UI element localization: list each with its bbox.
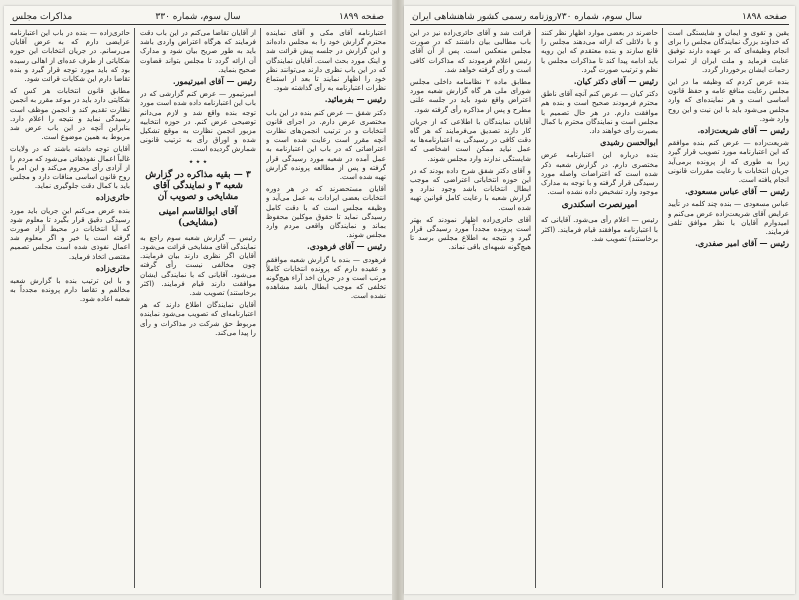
section-heading: امیرنصرت اسکندری bbox=[561, 200, 638, 211]
page-gutter bbox=[392, 0, 404, 600]
speaker-line: رئیس — بفرمائید. bbox=[324, 94, 386, 105]
paragraph: یقین و تقوی و ایمان و شایستگی است که خداوند بزرگ نمایندگان مجلس را برای انجام وظیفه‌ای که بر عهده دارند توفیق عنایت فرماید و ملت ایران از ثمرات زحمات ایشان برخوردار گردد. bbox=[668, 28, 789, 74]
right-column-3 bbox=[410, 28, 531, 588]
left-column-1 bbox=[266, 28, 386, 588]
column-rule bbox=[260, 28, 261, 588]
right-page-number: صفحه ١٨٩٨ bbox=[741, 12, 787, 22]
speaker-line: حائری‌زاده bbox=[95, 262, 130, 273]
left-page-number: صفحه ١٨٩٩ bbox=[338, 12, 384, 22]
paragraph: آقایان توجه داشته باشند که در ولایات غالباً اعمال نفوذهائی می‌شود که مردم را از آزادی رأی محروم می‌کند و این امر با روح قانون اساسی منافات دارد و مجلس باید با کمال دقت جلوگیری نماید. bbox=[10, 144, 130, 191]
section-heading: آقای ابوالقاسم امینی (مشایخی) bbox=[158, 206, 238, 228]
speaker-line: ابوالحسن رشیدی bbox=[600, 137, 658, 148]
speaker-line: حائری‌زاده bbox=[95, 192, 130, 203]
left-column-3 bbox=[10, 28, 130, 588]
left-page-columns bbox=[10, 28, 386, 588]
right-page bbox=[404, 6, 795, 594]
paragraph: دکتر کیان — عرض کنم آنچه آقای ناطق محترم فرمودند صحیح است و بنده هم موافقت دارم. در هر حال تصمیم با مجلس است و نمایندگان محترم با کمال بصیرت رأی خواهند داد. bbox=[541, 89, 658, 136]
paragraph: و آقای دکتر شفق شرح داده بودند که در این حوزه انتخاباتی اعتراضی که موجب ابطال انتخابات باشد وجود ندارد و گزارش شعبه با رعایت کامل قوانین تهیه شده است. bbox=[410, 165, 531, 212]
speaker-line: رئیس — آقای دکتر کیان. bbox=[573, 76, 658, 87]
paragraph: از آقایان تقاضا می‌کنم در این باب دقت فرمایند که هرگاه اعتراض واردی باشد باید به طور صریح بیان شود و مدارک آن ارائه گردد تا مجلس بتواند قضاوت صحیح بنماید. bbox=[140, 28, 256, 74]
column-rule bbox=[535, 28, 536, 588]
paragraph: آقایان نمایندگان با اطلاعی که از جریان کار دارند تصدیق می‌فرمایند که هر گاه دقت کافی در رسیدگی به اعتبارنامه‌ها به عمل نیاید ممکن است اشخاصی که شایستگی ندارند وارد مجلس شوند. bbox=[410, 116, 531, 163]
paragraph: مطابق ماده ٢ نظامنامه داخلی مجلس شورای ملی هر گاه گزارش شعبه مورد اعتراض واقع شود باید در جلسه علنی مطرح و پس از مذاکره رأی گرفته شود. bbox=[410, 77, 531, 114]
paragraph: امیرتیمور — عرض کنم گزارشی که در باب این اعتبارنامه داده شده است مورد توجه بنده واقع شد و لازم می‌دانم توضیحی عرض کنم. در حوزه انتخابیه مزبور انجمن نظارت به موقع تشکیل شده و اوراق رأی به ترتیب قانونی شمارش گردیده است. bbox=[140, 89, 256, 154]
speaker-line: رئیس — آقای امیرتیمور. bbox=[172, 76, 256, 87]
right-page-columns bbox=[410, 28, 789, 588]
paragraph: آقای حائری‌زاده اظهار نمودند که بهتر است پرونده مجدداً مورد رسیدگی قرار گیرد و نتیجه به اطلاع مجلس برسد تا هیچ‌گونه شبهه‌ای باقی نماند. bbox=[410, 214, 531, 252]
paragraph: حاضرند در بعضی موارد اظهار نظر کنند و با دلائلی که ارائه می‌دهند مجلس را قانع سازند و بنده معتقدم که این رویه باید ادامه پیدا کند تا مذاکرات مجلس با نظم و ترتیب صورت گیرد. bbox=[541, 28, 658, 74]
paragraph: بنده عرض می‌کنم این جریان باید مورد رسیدگی دقیق قرار بگیرد تا معلوم شود که آیا انتخابات در محیط آزاد صورت گرفته است یا خیر و اگر معلوم شد اعمال نفوذی شده است مجلس تصمیم مقتضی اتخاذ فرماید. bbox=[10, 205, 130, 261]
speaker-line: رئیس — آقای امیر صفدری. bbox=[695, 238, 789, 249]
paragraph: رئیس — اعلام رأی می‌شود. آقایانی که با اعتبارنامه موافقند قیام فرمایند. (اکثر برخاستند) تصویب شد. bbox=[541, 215, 658, 243]
paragraph: حائری‌زاده — بنده در باب این اعتبارنامه عرایضی دارم که به عرض آقایان می‌رسانم. در جریان انتخابات این حوزه شکایاتی از طرف عده‌ای از اهالی رسیده بود که باید مورد توجه قرار گیرد و بنده تقاضا دارم این شکایات قرائت شود. bbox=[10, 28, 130, 84]
section-heading: ٣ — بقیه مذاکره در گزارش شعبه ٣ و نمایندگی آقای مشایخی و تصویب آن bbox=[145, 169, 251, 202]
paragraph: عباس مسعودی — بنده چند کلمه در تأیید عرایض آقای شریعت‌زاده عرض می‌کنم و امیدوارم آقایان با نظر موافق تلقی فرمایند. bbox=[668, 199, 789, 237]
paragraph: بنده عرض کردم که وظیفه ما در این مجلس رعایت منافع عامه و حفظ قانون اساسی است و هر نماینده‌ای که وارد مجلس می‌شود باید با این نیت و این روح وارد شود. bbox=[668, 77, 789, 123]
column-rule bbox=[662, 28, 663, 588]
paragraph: و با این ترتیب بنده با گزارش شعبه مخالفم و تقاضا دارم پرونده مجدداً به شعبه اعاده شود. bbox=[10, 276, 130, 304]
paragraph: شریعت‌زاده — عرض کنم بنده موافقم که این اعتبارنامه مورد تصویب قرار گیرد زیرا به طوری که از پرونده برمی‌آید جریان انتخابات با رعایت مقررات قانونی انجام یافته است. bbox=[668, 138, 789, 185]
paragraph: دکتر شفق — عرض کنم بنده در این باب مختصری عرض دارم. در اجرای قانون انتخابات و در ترتیب انجمن‌های نظارت آنچه مقرر است رعایت شده است و اعتراضاتی که در باب این اعتبارنامه به عمل آمده در شعبه مورد رسیدگی قرار گرفته و پس از مطالعه پرونده گزارش تهیه شده است. bbox=[266, 107, 386, 182]
paragraph: فرهودی — بنده با گزارش شعبه موافقم و عقیده دارم که پرونده انتخابات کاملاً مرتب است و در جریان اخذ آراء هیچ‌گونه تخلفی که موجب ابطال باشد مشاهده نشده است. bbox=[266, 254, 386, 301]
left-page-header bbox=[10, 10, 386, 25]
section-divider: ٭ ٭ ٭ bbox=[188, 156, 208, 166]
paragraph: رئیس — گزارش شعبه سوم راجع به نمایندگی آقای مشایخی قرائت می‌شود. آقایان اگر نظری دارند بیان فرمایند. چون مخالفی نیست رأی گرفته می‌شود. آقایانی که با نمایندگی ایشان موافقت دارند قیام فرمایند. (اکثر برخاستند) تصویب شد. bbox=[140, 232, 256, 298]
right-column-2 bbox=[541, 28, 658, 588]
paragraph: قرائت شد و آقای حائری‌زاده نیز در این باب مطالبی بیان داشتند که در صورت مجلس منعکس است. پس از آن آقای رئیس اعلام فرمودند که مذاکرات کافی است و رأی گرفته خواهد شد. bbox=[410, 28, 531, 74]
paragraph: آقایان مستحضرند که در هر دوره انتخابات بعضی ایرادات به عمل می‌آید و وظیفه مجلس است که با دقت کامل رسیدگی نماید تا حقوق موکلین محفوظ بماند و نمایندگان واقعی مردم وارد مجلس شوند. bbox=[266, 184, 386, 240]
right-page-header bbox=[410, 10, 789, 25]
right-column-1 bbox=[668, 28, 789, 588]
speaker-line: رئیس — آقای فرهودی. bbox=[306, 241, 386, 252]
paragraph: مطابق قانون انتخابات هر کس که شکایتی دارد باید در موعد مقرر به انجمن نظارت تقدیم کند و انجمن موظف است رسیدگی نماید و نتیجه را اعلام دارد. بنابراین آنچه در این باب عرض شد مربوط به همین موضوع است. bbox=[10, 86, 130, 142]
left-page-issue: سال سوم، شماره ٣٣٠ bbox=[155, 12, 241, 22]
left-column-2 bbox=[140, 28, 256, 588]
paragraph: بنده درباره این اعتبارنامه عرض مختصری دارم. در گزارش شعبه ذکر شده است که اعتراضات واصله مورد رسیدگی قرار گرفته و با توجه به مدارک موجود وارد تشخیص داده نشده است. bbox=[541, 150, 658, 197]
speaker-line: رئیس — آقای عباس مسعودی. bbox=[684, 186, 789, 197]
right-page-title: روزنامه رسمی کشور شاهنشاهی ایران bbox=[412, 12, 558, 22]
left-page bbox=[4, 6, 392, 594]
left-page-title: مذاکرات مجلس bbox=[12, 12, 73, 22]
paragraph: آقایان نمایندگان اطلاع دارند که هر اعتبارنامه‌ای که تصویب می‌شود نماینده مربوط حق شرکت در مذاکرات و رأی را پیدا می‌کند. bbox=[140, 300, 256, 337]
speaker-line: رئیس — آقای شریعت‌زاده. bbox=[697, 125, 789, 136]
right-page-issue: سال سوم، شماره ٧٣٠ bbox=[556, 12, 643, 22]
column-rule bbox=[134, 28, 135, 588]
paragraph: اعتبارنامه آقای مکی و آقای نماینده محترم گزارش خود را به مجلس داده‌اند و این گزارش در جلسه پیش قرائت شد و اینک مورد بحث است. آقایان نمایندگان که در این باب نظری دارند می‌توانند نظر خود را اظهار نمایند تا بعد از استماع نظرات اعتبارنامه به رأی گذاشته شود. bbox=[266, 28, 386, 93]
